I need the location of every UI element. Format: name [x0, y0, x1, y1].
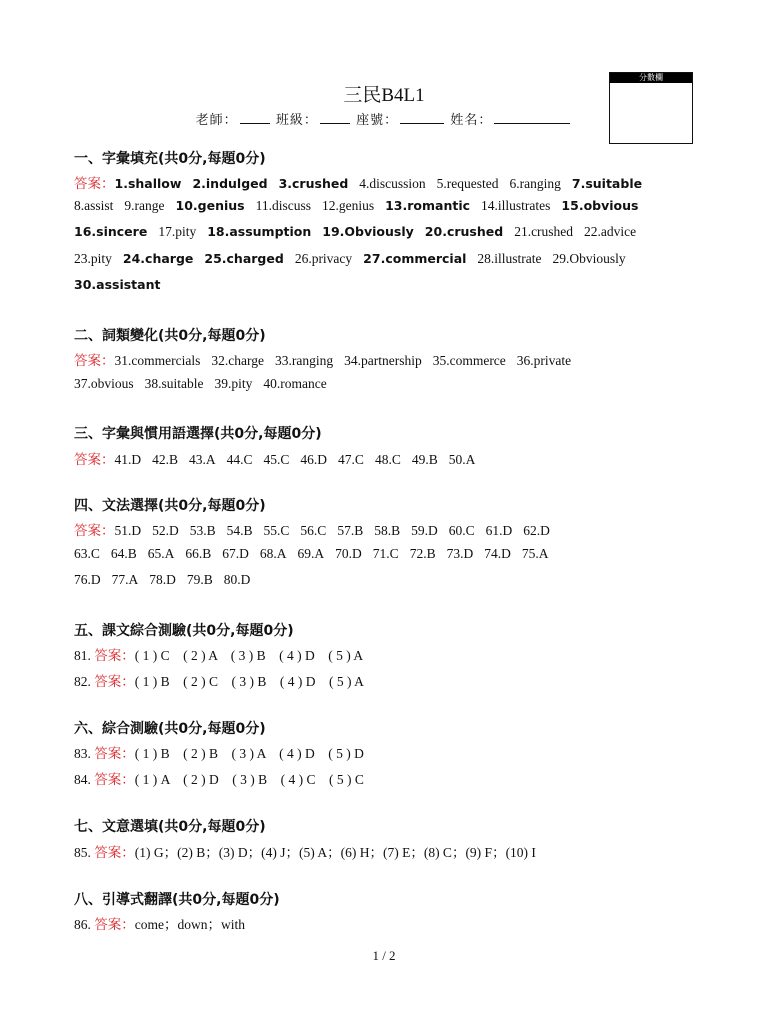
answer-line	[74, 349, 582, 369]
answer-item: 9.range	[124, 198, 165, 213]
answer-item: 52.D	[152, 523, 179, 538]
answer-item: 31.commercials	[114, 353, 201, 368]
page-title: 三民B4L1	[343, 85, 425, 106]
answer-item: 50.A	[448, 452, 476, 467]
question-number: 81.	[74, 648, 91, 663]
answer-value: come；down；with	[134, 917, 245, 932]
answer-value: ( 1 ) B ( 2 ) B ( 3 ) A ( 4 ) D ( 5 ) D	[134, 746, 364, 761]
answer-item: 34.partnership	[344, 353, 422, 368]
answer-item: 57.B	[337, 523, 364, 538]
answer-item: 12.genius	[321, 198, 375, 213]
answer-label: 答案：	[94, 648, 135, 663]
answer-label: 答案：	[94, 917, 135, 932]
answer-item: 60.C	[448, 523, 475, 538]
answer-value: ( 1 ) A ( 2 ) D ( 3 ) B ( 4 ) C ( 5 ) C	[134, 772, 364, 787]
score-box	[609, 72, 693, 144]
answer-item: 18.assumption	[207, 224, 312, 239]
answer-line	[74, 448, 486, 468]
answer-item: 49.B	[411, 452, 438, 467]
section-title: 八、引導式翻譯(共0分,每題0分)	[74, 892, 280, 908]
answer-value: ( 1 ) C ( 2 ) A ( 3 ) B ( 4 ) D ( 5 ) A	[134, 648, 364, 663]
answer-item: 55.C	[263, 523, 290, 538]
answer-item: 30.assistant	[74, 277, 161, 292]
teacher-blank	[240, 122, 270, 124]
answer-item: 33.ranging	[274, 353, 334, 368]
question-number: 85.	[74, 845, 91, 860]
answer-item: 4.discussion	[359, 176, 426, 191]
answer-item: 80.D	[223, 572, 251, 587]
answer-item: 63.C	[74, 546, 100, 561]
answer-item: 6.ranging	[509, 176, 561, 191]
answer-item: 40.romance	[263, 376, 327, 391]
answer-item: 66.B	[185, 546, 212, 561]
answer-item: 75.A	[521, 546, 549, 561]
answer-line	[74, 519, 561, 539]
question-number: 83.	[74, 746, 91, 761]
section-title: 五、課文綜合測驗(共0分,每題0分)	[74, 623, 294, 639]
answer-item: 47.C	[338, 452, 364, 467]
answer-item: 59.D	[411, 523, 438, 538]
answer-item: 1.shallow	[114, 176, 182, 191]
answer-item: 38.suitable	[144, 376, 204, 391]
seat-label: 座號：	[356, 112, 399, 127]
answer-item: 27.commercial	[363, 251, 467, 266]
section-title: 三、字彙與慣用語選擇(共0分,每題0分)	[74, 426, 322, 442]
answer-item: 19.Obviously	[322, 224, 414, 239]
answer-item: 35.commerce	[432, 353, 506, 368]
answer-value: (1) G；(2) B；(3) D；(4) J；(5) A；(6) H；(7) E；(8) C；(9) F；(10) I	[134, 845, 536, 860]
answer-item: 71.C	[372, 546, 399, 561]
answer-line	[74, 172, 653, 192]
answer-item: 61.D	[485, 523, 513, 538]
answer-item: 45.C	[263, 452, 290, 467]
answer-item: 79.B	[186, 572, 213, 587]
answer-item: 62.D	[523, 523, 550, 538]
answer-item: 20.crushed	[424, 224, 504, 239]
numbered-answer-line	[74, 913, 245, 933]
answer-item: 74.D	[484, 546, 511, 561]
page-number: 1 / 2	[372, 948, 396, 963]
score-box-label: 分數欄	[610, 73, 692, 83]
section-title: 四、文法選擇(共0分,每題0分)	[74, 498, 266, 514]
name-blank	[494, 122, 570, 124]
class-blank	[320, 122, 350, 124]
answer-item: 16.sincere	[74, 224, 148, 239]
question-number: 86.	[74, 917, 91, 932]
answer-item: 36.private	[516, 353, 572, 368]
answer-item: 25.charged	[204, 251, 284, 266]
answer-item: 76.D	[74, 572, 101, 587]
answer-item: 72.B	[409, 546, 436, 561]
numbered-answer-line	[74, 670, 364, 690]
answer-item: 56.C	[300, 523, 327, 538]
answer-item: 29.Obviously	[552, 251, 626, 266]
answer-label: 答案：	[94, 746, 135, 761]
numbered-answer-line	[74, 768, 364, 788]
answer-item: 5.requested	[436, 176, 499, 191]
answer-item: 54.B	[226, 523, 253, 538]
answer-item: 3.crushed	[278, 176, 349, 191]
section-title: 六、綜合測驗(共0分,每題0分)	[74, 721, 266, 737]
answer-label: 答案：	[94, 674, 135, 689]
answer-line	[74, 198, 649, 214]
answer-item: 73.D	[446, 546, 474, 561]
answer-item: 10.genius	[175, 198, 245, 213]
answer-item: 43.A	[189, 452, 216, 467]
answer-item: 37.obvious	[74, 376, 134, 391]
answer-item: 23.pity	[74, 251, 112, 266]
answer-item: 32.charge	[211, 353, 264, 368]
question-number: 84.	[74, 772, 91, 787]
seat-blank	[400, 122, 444, 124]
answer-label: 答案：	[74, 523, 115, 538]
answer-item: 15.obvious	[561, 198, 639, 213]
answer-line	[74, 277, 171, 293]
answer-line	[74, 224, 647, 240]
answer-label: 答案：	[94, 845, 135, 860]
section-title: 二、詞類變化(共0分,每題0分)	[74, 328, 266, 344]
numbered-answer-line	[74, 841, 536, 861]
answer-item: 2.indulged	[192, 176, 268, 191]
answer-item: 67.D	[222, 546, 249, 561]
answer-value: ( 1 ) B ( 2 ) C ( 3 ) B ( 4 ) D ( 5 ) A	[134, 674, 364, 689]
answer-line	[74, 251, 637, 267]
answer-item: 24.charge	[122, 251, 194, 266]
numbered-answer-line	[74, 742, 364, 762]
answer-item: 8.assist	[74, 198, 114, 213]
question-number: 82.	[74, 674, 91, 689]
answer-item: 17.pity	[158, 224, 197, 239]
answer-item: 69.A	[297, 546, 325, 561]
section-title: 七、文意選填(共0分,每題0分)	[74, 819, 266, 835]
answer-label: 答案：	[74, 176, 115, 191]
answer-line	[74, 546, 559, 562]
teacher-label: 老師：	[195, 112, 238, 127]
answer-label: 答案：	[74, 353, 115, 368]
answer-item: 39.pity	[214, 376, 253, 391]
answer-item: 7.suitable	[571, 176, 643, 191]
answer-item: 58.B	[374, 523, 401, 538]
answer-label: 答案：	[94, 772, 135, 787]
answer-item: 42.B	[152, 452, 179, 467]
answer-item: 78.D	[149, 572, 176, 587]
numbered-answer-line	[74, 644, 363, 664]
class-label: 班級：	[275, 112, 318, 127]
name-label: 姓名：	[450, 112, 493, 127]
answer-item: 46.D	[300, 452, 328, 467]
answer-item: 64.B	[110, 546, 137, 561]
section-title: 一、字彙填充(共0分,每題0分)	[74, 151, 266, 167]
answer-item: 13.romantic	[385, 198, 471, 213]
answer-item: 51.D	[114, 523, 142, 538]
answer-item: 28.illustrate	[477, 251, 542, 266]
answer-line	[74, 376, 338, 392]
answer-item: 53.B	[189, 523, 216, 538]
answer-item: 65.A	[147, 546, 175, 561]
answer-item: 77.A	[111, 572, 139, 587]
answer-item: 14.illustrates	[481, 198, 551, 213]
answer-item: 21.crushed	[514, 224, 574, 239]
answer-item: 68.A	[259, 546, 287, 561]
answer-item: 22.advice	[584, 224, 637, 239]
answer-label: 答案：	[74, 452, 115, 467]
answer-item: 44.C	[226, 452, 253, 467]
answer-item: 70.D	[335, 546, 362, 561]
answer-item: 26.privacy	[294, 251, 353, 266]
answer-item: 41.D	[114, 452, 142, 467]
answer-line	[74, 572, 261, 588]
answer-item: 11.discuss	[255, 198, 311, 213]
answer-item: 48.C	[374, 452, 401, 467]
